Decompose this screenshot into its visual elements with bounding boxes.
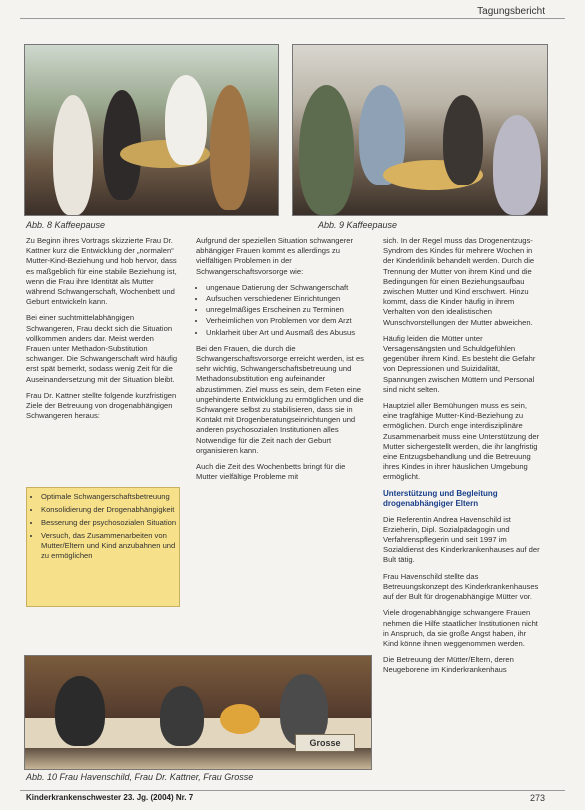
list-item: • Besserung der psychosozialen Situation	[41, 518, 179, 528]
page-number: 273	[529, 793, 545, 803]
person-figure	[210, 85, 250, 210]
list-item: • Aufsuchen verschiedener Einrichtungen	[206, 294, 364, 304]
text-column-2	[196, 236, 364, 488]
person-figure	[443, 95, 483, 185]
header-rule	[20, 18, 565, 19]
list-item: • ungenaue Datierung der Schwangerschaft	[206, 283, 364, 293]
text-column-3	[383, 236, 543, 682]
list-item: • Optimale Schwangerschaftsbetreuung	[41, 492, 179, 502]
list-item: • Konsolidierung der Drogenabhängigkeit	[41, 505, 179, 515]
footer-rule	[20, 790, 565, 791]
list-item: • Versuch, das Zusammenarbeiten von Mutter/Eltern und Kind anzubahnen und zu ermöglichen	[41, 531, 179, 561]
figure-caption-10: Abb. 10 Frau Havenschild, Frau Dr. Kattner, Frau Grosse	[26, 772, 254, 782]
paragraph: Frau Havenschild stellte das Betreuungskonzept des Kinderkrankenhauses auf der Bult für drogenabhängige Mütter vor.	[383, 571, 539, 602]
photo-speakers-panel	[24, 655, 372, 770]
figure-caption-8: Abb. 8 Kaffeepause	[26, 220, 106, 230]
paragraph: Aufgrund der speziellen Situation schwangerer abhängiger Frauen kommt es allerdings zu vielfältigen Problemen in der Schwangerschaftsvorsorge wie:	[196, 236, 354, 276]
person-figure	[55, 676, 105, 746]
person-figure	[493, 115, 541, 215]
paragraph: Zu Beginn ihres Vortrags skizzierte Frau Dr. Kattner kurz die Entwicklung der „normalen“ Mutter-Kind-Beziehung und hob hervor, dass es maßgeblich für eine stabile Beziehung ist, wenn die Frau ihre Identität als Mutter während Schwangerschaft, Wochenbett und Geburt entwickeln kann.	[26, 236, 177, 307]
figure-caption-9: Abb. 9 Kaffeepause	[318, 220, 398, 230]
flower-arrangement	[220, 704, 260, 734]
paragraph: Viele drogenabhängige schwangere Frauen nehmen die Hilfe staatlicher Institutionen nicht in Anspruch, da sie große Angst haben, ihr Kind könne ihnen weggenommen werden.	[383, 608, 538, 648]
photo-coffee-break-1	[24, 44, 279, 216]
paragraph: Hauptziel aller Bemühungen muss es sein, eine tragfähige Mutter-Kind-Beziehung zu ermöglichen. Durch enge interdisziplinäre Zusammenarbeit muss eine Unterstützung der Mutter sichergestellt werden, die ihr langfristig eine Entzugsbehandlung und die Betreuung ihres Kindes in ihrer häuslichen Umgebung ermöglicht.	[383, 401, 540, 482]
person-figure	[53, 95, 93, 215]
person-figure	[160, 686, 204, 746]
problem-list	[196, 283, 364, 338]
paragraph: Die Referentin Andrea Havenschild ist Erzieherin, Dipl. Sozialpädagogin und Verfahrenspflegerin und seit 1997 im Sozialdienst des Kinderkrankenhauses auf der Bult tätig.	[383, 514, 540, 565]
section-tag: Tagungsbericht	[477, 6, 545, 17]
person-figure	[165, 75, 207, 165]
list-item: • Unklarheit über Art und Ausmaß des Abusus	[206, 328, 364, 338]
list-item: • unregelmäßiges Erscheinen zu Terminen	[206, 305, 364, 315]
section-subheading: Unterstützung und Begleitung drogenabhängiger Eltern	[383, 488, 498, 508]
name-card: Grosse	[295, 734, 355, 752]
paragraph: Häufig leiden die Mütter unter Versagensängsten und Schuldgefühlen gegenüber ihrem Kind. Es besteht die Gefahr von Depressionen und Suizidalität, Spannungen zwischen Müttern und Personal sind nicht selten.	[383, 333, 536, 394]
photo-coffee-break-2	[292, 44, 548, 216]
goals-box	[26, 487, 180, 607]
paragraph: Bei den Frauen, die durch die Schwangerschaftsvorsorge erreicht werden, ist es sehr wichtig, Schwangerschaftsbetreuung und Methadonsubstitution eng aufeinander abzustimmen. Ziel muss es sein, dem Feten eine ungehinderte Entwicklung zu ermöglichen und die Schwangere selbst zu stabilisieren, dass sie in Kontakt mit Drogenberatungseinrichtungen und anderen psychosozialen Institutionen alles Notwendige für die Zeit nach der Geburt organisieren kann.	[196, 343, 364, 455]
person-figure	[299, 85, 354, 215]
paragraph: sich. In der Regel muss das Drogenentzugs-Syndrom des Kindes für mehrere Wochen in der Kinderklinik behandelt werden. Durch die Trennung der Mutter von ihrem Kind und die Bedingungen für einen Beziehungsaufbau zwischen Mutter und Kind erschwert. Hinzu kommt, dass die Kinder häufig in ihrem Verhalten von den idealistischen Wunschvorstellungen der Mutter abweichen.	[383, 236, 535, 327]
text-column-1	[26, 236, 178, 427]
paragraph: Auch die Zeit des Wochenbetts bringt für die Mutter vielfältige Probleme mit	[196, 462, 346, 482]
paragraph: Frau Dr. Kattner stellte folgende kurzfristigen Ziele der Betreuung von drogenabhängigen Schwangeren heraus:	[26, 390, 177, 421]
paragraph: Die Betreuung der Mütter/Eltern, deren Neugeborene im Kinderkrankenhaus	[383, 655, 514, 675]
journal-reference: Kinderkrankenschwester 23. Jg. (2004) Nr. 7	[26, 793, 194, 802]
paragraph: Bei einer suchtmittelabhängigen Schwangeren, Frau deckt sich die Situation vollkommen anders dar. Meist werden Frauen unter Methadon-Substitution schwanger. Die Schwangerschaft wird häufig erst spät bemerkt, sodass wenig Zeit für die Auseinandersetzung mit der Situation bleibt.	[26, 313, 178, 384]
list-item: • Verheimlichen von Problemen vor dem Arzt	[206, 316, 364, 326]
